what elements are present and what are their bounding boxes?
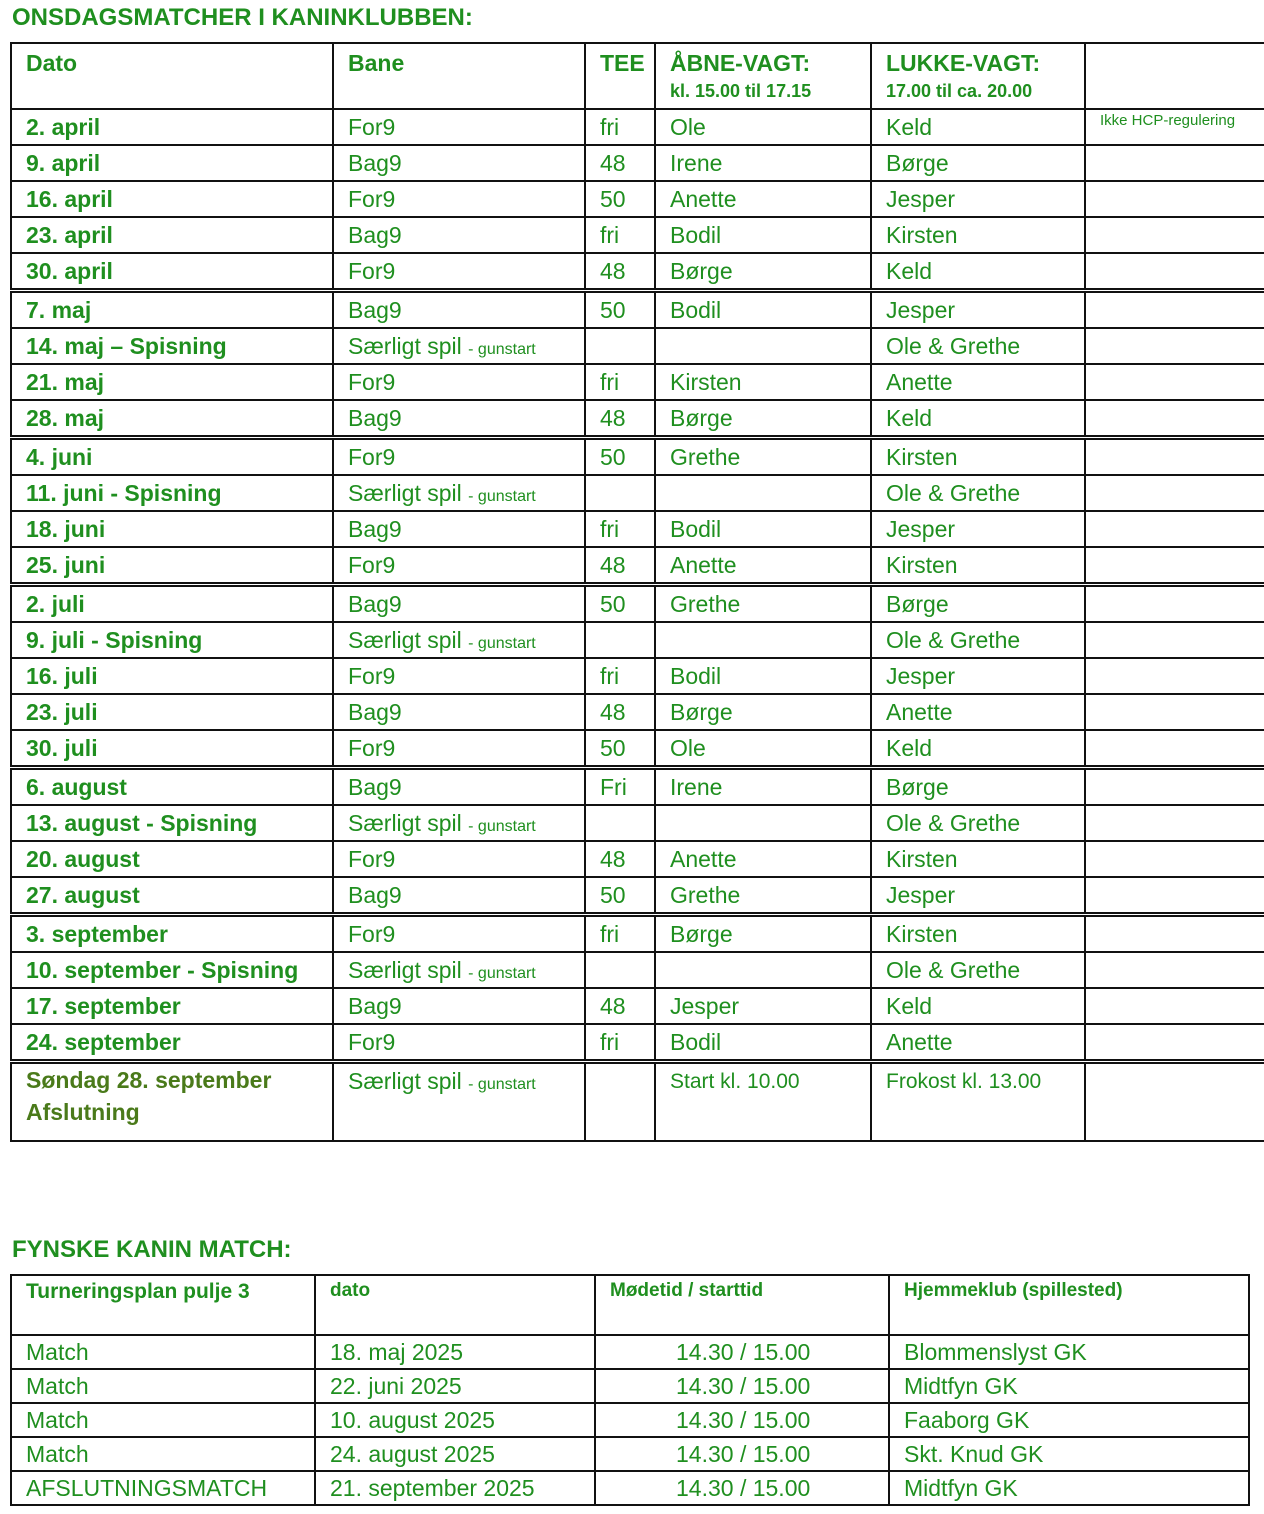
cell-bane: For9 [333, 547, 585, 585]
cell-tee: fri [585, 109, 655, 145]
cell-bane: Bag9 [333, 585, 585, 623]
cell-bane: For9 [333, 109, 585, 145]
cell-abne-vagt: Jesper [655, 988, 871, 1024]
cell-note [1085, 658, 1264, 694]
cell-dato: 30. juli [11, 730, 333, 768]
table-row [11, 1471, 1249, 1505]
cell-lukke-vagt: Kirsten [871, 438, 1085, 476]
table-row [11, 1335, 1249, 1369]
cell-dato: 23. juli [11, 694, 333, 730]
header-dato: dato [315, 1275, 595, 1335]
cell-abne-vagt: Ole [655, 109, 871, 145]
cell-lukke-vagt: Børge [871, 145, 1085, 181]
cell-lukke-vagt: Keld [871, 400, 1085, 438]
table-row [11, 658, 1264, 694]
cell-note [1085, 475, 1264, 511]
cell-lukke-vagt: Kirsten [871, 217, 1085, 253]
cell-dato: 27. august [11, 877, 333, 915]
cell-tee: fri [585, 915, 655, 953]
header-lukke-vagt: LUKKE-VAGT: 17.00 til ca. 20.00 [871, 43, 1085, 109]
table-row [11, 181, 1264, 217]
header-modetid: Mødetid / starttid [595, 1275, 889, 1335]
table-row [11, 694, 1264, 730]
cell-lukke-vagt: Keld [871, 109, 1085, 145]
cell-tee: fri [585, 217, 655, 253]
cell-tee: 48 [585, 841, 655, 877]
table-row [11, 253, 1264, 291]
cell-dato: 17. september [11, 988, 333, 1024]
cell-abne-vagt: Bodil [655, 658, 871, 694]
cell-lukke-vagt: Ole & Grethe [871, 622, 1085, 658]
table-row [11, 877, 1264, 915]
cell-modetid: 14.30 / 15.00 [595, 1471, 889, 1505]
cell-lukke-vagt: Jesper [871, 511, 1085, 547]
cell-dato: 6. august [11, 768, 333, 806]
cell-lukke-vagt: Ole & Grethe [871, 475, 1085, 511]
table-row [11, 622, 1264, 658]
table-row [11, 364, 1264, 400]
table-row [11, 1369, 1249, 1403]
table-row [11, 475, 1264, 511]
cell-abne-vagt: Bodil [655, 511, 871, 547]
table-row [11, 1024, 1264, 1062]
cell-lukke-vagt: Kirsten [871, 841, 1085, 877]
cell-lukke-vagt: Keld [871, 988, 1085, 1024]
cell-bane: Bag9 [333, 511, 585, 547]
cell-abne-vagt: Børge [655, 253, 871, 291]
cell-note [1085, 364, 1264, 400]
cell-match-type: Match [11, 1369, 315, 1403]
cell-lukke-vagt: Keld [871, 253, 1085, 291]
table-row [11, 145, 1264, 181]
cell-lukke-vagt: Ole & Grethe [871, 328, 1085, 364]
cell-dato: 14. maj – Spisning [11, 328, 333, 364]
table-row [11, 841, 1264, 877]
cell-note [1085, 145, 1264, 181]
cell-dato: 18. juni [11, 511, 333, 547]
cell-bane: For9 [333, 658, 585, 694]
cell-abne-vagt: Bodil [655, 1024, 871, 1062]
cell-abne-vagt: Start kl. 10.00 [655, 1062, 871, 1142]
cell-match-type: Match [11, 1437, 315, 1471]
cell-note [1085, 768, 1264, 806]
cell-match-type: Match [11, 1335, 315, 1369]
cell-dato: 24. september [11, 1024, 333, 1062]
cell-lukke-vagt: Kirsten [871, 547, 1085, 585]
cell-dato: 22. juni 2025 [315, 1369, 595, 1403]
table-row [11, 952, 1264, 988]
cell-abne-vagt: Grethe [655, 585, 871, 623]
header-dato: Dato [11, 43, 333, 109]
cell-dato: 9. april [11, 145, 333, 181]
cell-dato: 2. april [11, 109, 333, 145]
cell-bane: Bag9 [333, 217, 585, 253]
cell-match-type: AFSLUTNINGSMATCH [11, 1471, 315, 1505]
header-tee: TEE [585, 43, 655, 109]
cell-modetid: 14.30 / 15.00 [595, 1369, 889, 1403]
cell-bane: Særligt spil - gunstart [333, 1062, 585, 1142]
cell-note [1085, 253, 1264, 291]
cell-dato: 10. september - Spisning [11, 952, 333, 988]
cell-tee: 50 [585, 585, 655, 623]
cell-match-type: Match [11, 1403, 315, 1437]
fynske-kanin-match-table [10, 1274, 1250, 1506]
table-row [11, 328, 1264, 364]
cell-tee: Fri [585, 768, 655, 806]
table-header-row [11, 1275, 1249, 1335]
cell-tee [585, 1062, 655, 1142]
cell-hjemmeklub: Blommenslyst GK [889, 1335, 1249, 1369]
cell-note [1085, 400, 1264, 438]
cell-bane: For9 [333, 253, 585, 291]
cell-dato: 21. maj [11, 364, 333, 400]
page-title: ONSDAGSMATCHER I KANINKLUBBEN: [12, 4, 473, 31]
cell-abne-vagt: Irene [655, 145, 871, 181]
cell-note [1085, 547, 1264, 585]
header-extra [1085, 43, 1264, 109]
cell-dato: 24. august 2025 [315, 1437, 595, 1471]
cell-dato: 9. juli - Spisning [11, 622, 333, 658]
cell-note [1085, 1062, 1264, 1142]
table-row [11, 217, 1264, 253]
cell-tee: 48 [585, 547, 655, 585]
cell-tee: 48 [585, 988, 655, 1024]
cell-dato: 2. juli [11, 585, 333, 623]
table-row [11, 400, 1264, 438]
cell-note: Ikke HCP-regulering [1085, 109, 1264, 145]
cell-note [1085, 217, 1264, 253]
cell-note [1085, 438, 1264, 476]
cell-note [1085, 291, 1264, 329]
cell-lukke-vagt: Børge [871, 768, 1085, 806]
cell-note [1085, 952, 1264, 988]
cell-bane: Særligt spil - gunstart [333, 805, 585, 841]
cell-abne-vagt: Børge [655, 694, 871, 730]
cell-bane: For9 [333, 181, 585, 217]
cell-lukke-vagt: Børge [871, 585, 1085, 623]
cell-hjemmeklub: Faaborg GK [889, 1403, 1249, 1437]
cell-abne-vagt [655, 475, 871, 511]
cell-hjemmeklub: Skt. Knud GK [889, 1437, 1249, 1471]
table-row [11, 988, 1264, 1024]
table-row [11, 768, 1264, 806]
cell-tee [585, 328, 655, 364]
cell-abne-vagt: Børge [655, 915, 871, 953]
cell-dato: 10. august 2025 [315, 1403, 595, 1437]
cell-dato: 18. maj 2025 [315, 1335, 595, 1369]
cell-note [1085, 877, 1264, 915]
cell-lukke-vagt: Anette [871, 1024, 1085, 1062]
cell-dato: 11. juni - Spisning [11, 475, 333, 511]
cell-bane: Bag9 [333, 768, 585, 806]
cell-bane: For9 [333, 915, 585, 953]
table-row-afslutning [11, 1062, 1264, 1142]
cell-tee: 50 [585, 877, 655, 915]
cell-tee: fri [585, 658, 655, 694]
cell-note [1085, 841, 1264, 877]
cell-tee: 48 [585, 694, 655, 730]
table-row [11, 109, 1264, 145]
cell-bane: Særligt spil - gunstart [333, 475, 585, 511]
cell-abne-vagt: Anette [655, 547, 871, 585]
cell-tee [585, 622, 655, 658]
cell-abne-vagt: Anette [655, 181, 871, 217]
wednesday-matches-table [10, 42, 1264, 1142]
table-row [11, 730, 1264, 768]
cell-abne-vagt [655, 805, 871, 841]
cell-dato: 20. august [11, 841, 333, 877]
cell-lukke-vagt: Anette [871, 364, 1085, 400]
cell-dato: 30. april [11, 253, 333, 291]
cell-lukke-vagt: Jesper [871, 877, 1085, 915]
cell-bane: Særligt spil - gunstart [333, 328, 585, 364]
cell-note [1085, 988, 1264, 1024]
cell-note [1085, 181, 1264, 217]
cell-dato: 25. juni [11, 547, 333, 585]
table-row [11, 915, 1264, 953]
cell-tee: 50 [585, 291, 655, 329]
cell-bane: Bag9 [333, 400, 585, 438]
cell-dato: 28. maj [11, 400, 333, 438]
cell-note [1085, 328, 1264, 364]
cell-tee: fri [585, 1024, 655, 1062]
cell-tee [585, 805, 655, 841]
table-row [11, 547, 1264, 585]
cell-abne-vagt: Bodil [655, 291, 871, 329]
cell-tee: 48 [585, 400, 655, 438]
cell-bane: Bag9 [333, 145, 585, 181]
cell-bane: Særligt spil - gunstart [333, 622, 585, 658]
cell-lukke-vagt: Anette [871, 694, 1085, 730]
cell-bane: For9 [333, 1024, 585, 1062]
cell-lukke-vagt: Keld [871, 730, 1085, 768]
cell-lukke-vagt: Jesper [871, 658, 1085, 694]
cell-abne-vagt [655, 952, 871, 988]
cell-lukke-vagt: Jesper [871, 291, 1085, 329]
cell-dato: 23. april [11, 217, 333, 253]
cell-abne-vagt [655, 622, 871, 658]
cell-lukke-vagt: Ole & Grethe [871, 805, 1085, 841]
section-title-fynske: FYNSKE KANIN MATCH: [12, 1236, 292, 1263]
header-bane: Bane [333, 43, 585, 109]
cell-note [1085, 1024, 1264, 1062]
cell-bane: For9 [333, 730, 585, 768]
cell-lukke-vagt: Ole & Grethe [871, 952, 1085, 988]
cell-dato: 16. april [11, 181, 333, 217]
cell-bane: For9 [333, 841, 585, 877]
cell-abne-vagt: Irene [655, 768, 871, 806]
cell-tee [585, 952, 655, 988]
cell-dato: 13. august - Spisning [11, 805, 333, 841]
cell-hjemmeklub: Midtfyn GK [889, 1471, 1249, 1505]
cell-dato: 7. maj [11, 291, 333, 329]
cell-modetid: 14.30 / 15.00 [595, 1403, 889, 1437]
cell-modetid: 14.30 / 15.00 [595, 1335, 889, 1369]
cell-dato: Søndag 28. september Afslutning [11, 1062, 333, 1142]
cell-tee: 50 [585, 730, 655, 768]
cell-dato: 4. juni [11, 438, 333, 476]
cell-bane: Særligt spil - gunstart [333, 952, 585, 988]
cell-abne-vagt: Grethe [655, 438, 871, 476]
cell-bane: Bag9 [333, 988, 585, 1024]
cell-note [1085, 622, 1264, 658]
cell-dato: 21. september 2025 [315, 1471, 595, 1505]
cell-tee: fri [585, 511, 655, 547]
cell-bane: Bag9 [333, 877, 585, 915]
cell-bane: For9 [333, 364, 585, 400]
table-row [11, 585, 1264, 623]
cell-note [1085, 915, 1264, 953]
cell-abne-vagt: Grethe [655, 877, 871, 915]
cell-note [1085, 805, 1264, 841]
table-row [11, 1403, 1249, 1437]
cell-lukke-vagt: Kirsten [871, 915, 1085, 953]
cell-note [1085, 585, 1264, 623]
cell-tee [585, 475, 655, 511]
cell-hjemmeklub: Midtfyn GK [889, 1369, 1249, 1403]
header-abne-vagt: ÅBNE-VAGT: kl. 15.00 til 17.15 [655, 43, 871, 109]
cell-abne-vagt: Kirsten [655, 364, 871, 400]
table-row [11, 511, 1264, 547]
table-row [11, 1437, 1249, 1471]
cell-bane: Bag9 [333, 694, 585, 730]
cell-note [1085, 730, 1264, 768]
cell-bane: For9 [333, 438, 585, 476]
cell-abne-vagt [655, 328, 871, 364]
cell-modetid: 14.30 / 15.00 [595, 1437, 889, 1471]
cell-lukke-vagt: Frokost kl. 13.00 [871, 1062, 1085, 1142]
cell-tee: 48 [585, 253, 655, 291]
cell-dato: 16. juli [11, 658, 333, 694]
table-row [11, 805, 1264, 841]
cell-abne-vagt: Anette [655, 841, 871, 877]
cell-dato: 3. september [11, 915, 333, 953]
table-header-row [11, 43, 1264, 109]
header-hjemmeklub: Hjemmeklub (spillested) [889, 1275, 1249, 1335]
cell-tee: 50 [585, 438, 655, 476]
cell-abne-vagt: Ole [655, 730, 871, 768]
cell-tee: fri [585, 364, 655, 400]
cell-tee: 50 [585, 181, 655, 217]
cell-lukke-vagt: Jesper [871, 181, 1085, 217]
cell-note [1085, 694, 1264, 730]
header-turneringsplan: Turneringsplan pulje 3 [11, 1275, 315, 1335]
table-row [11, 438, 1264, 476]
cell-abne-vagt: Bodil [655, 217, 871, 253]
cell-tee: 48 [585, 145, 655, 181]
table-row [11, 291, 1264, 329]
cell-bane: Bag9 [333, 291, 585, 329]
cell-note [1085, 511, 1264, 547]
cell-abne-vagt: Børge [655, 400, 871, 438]
